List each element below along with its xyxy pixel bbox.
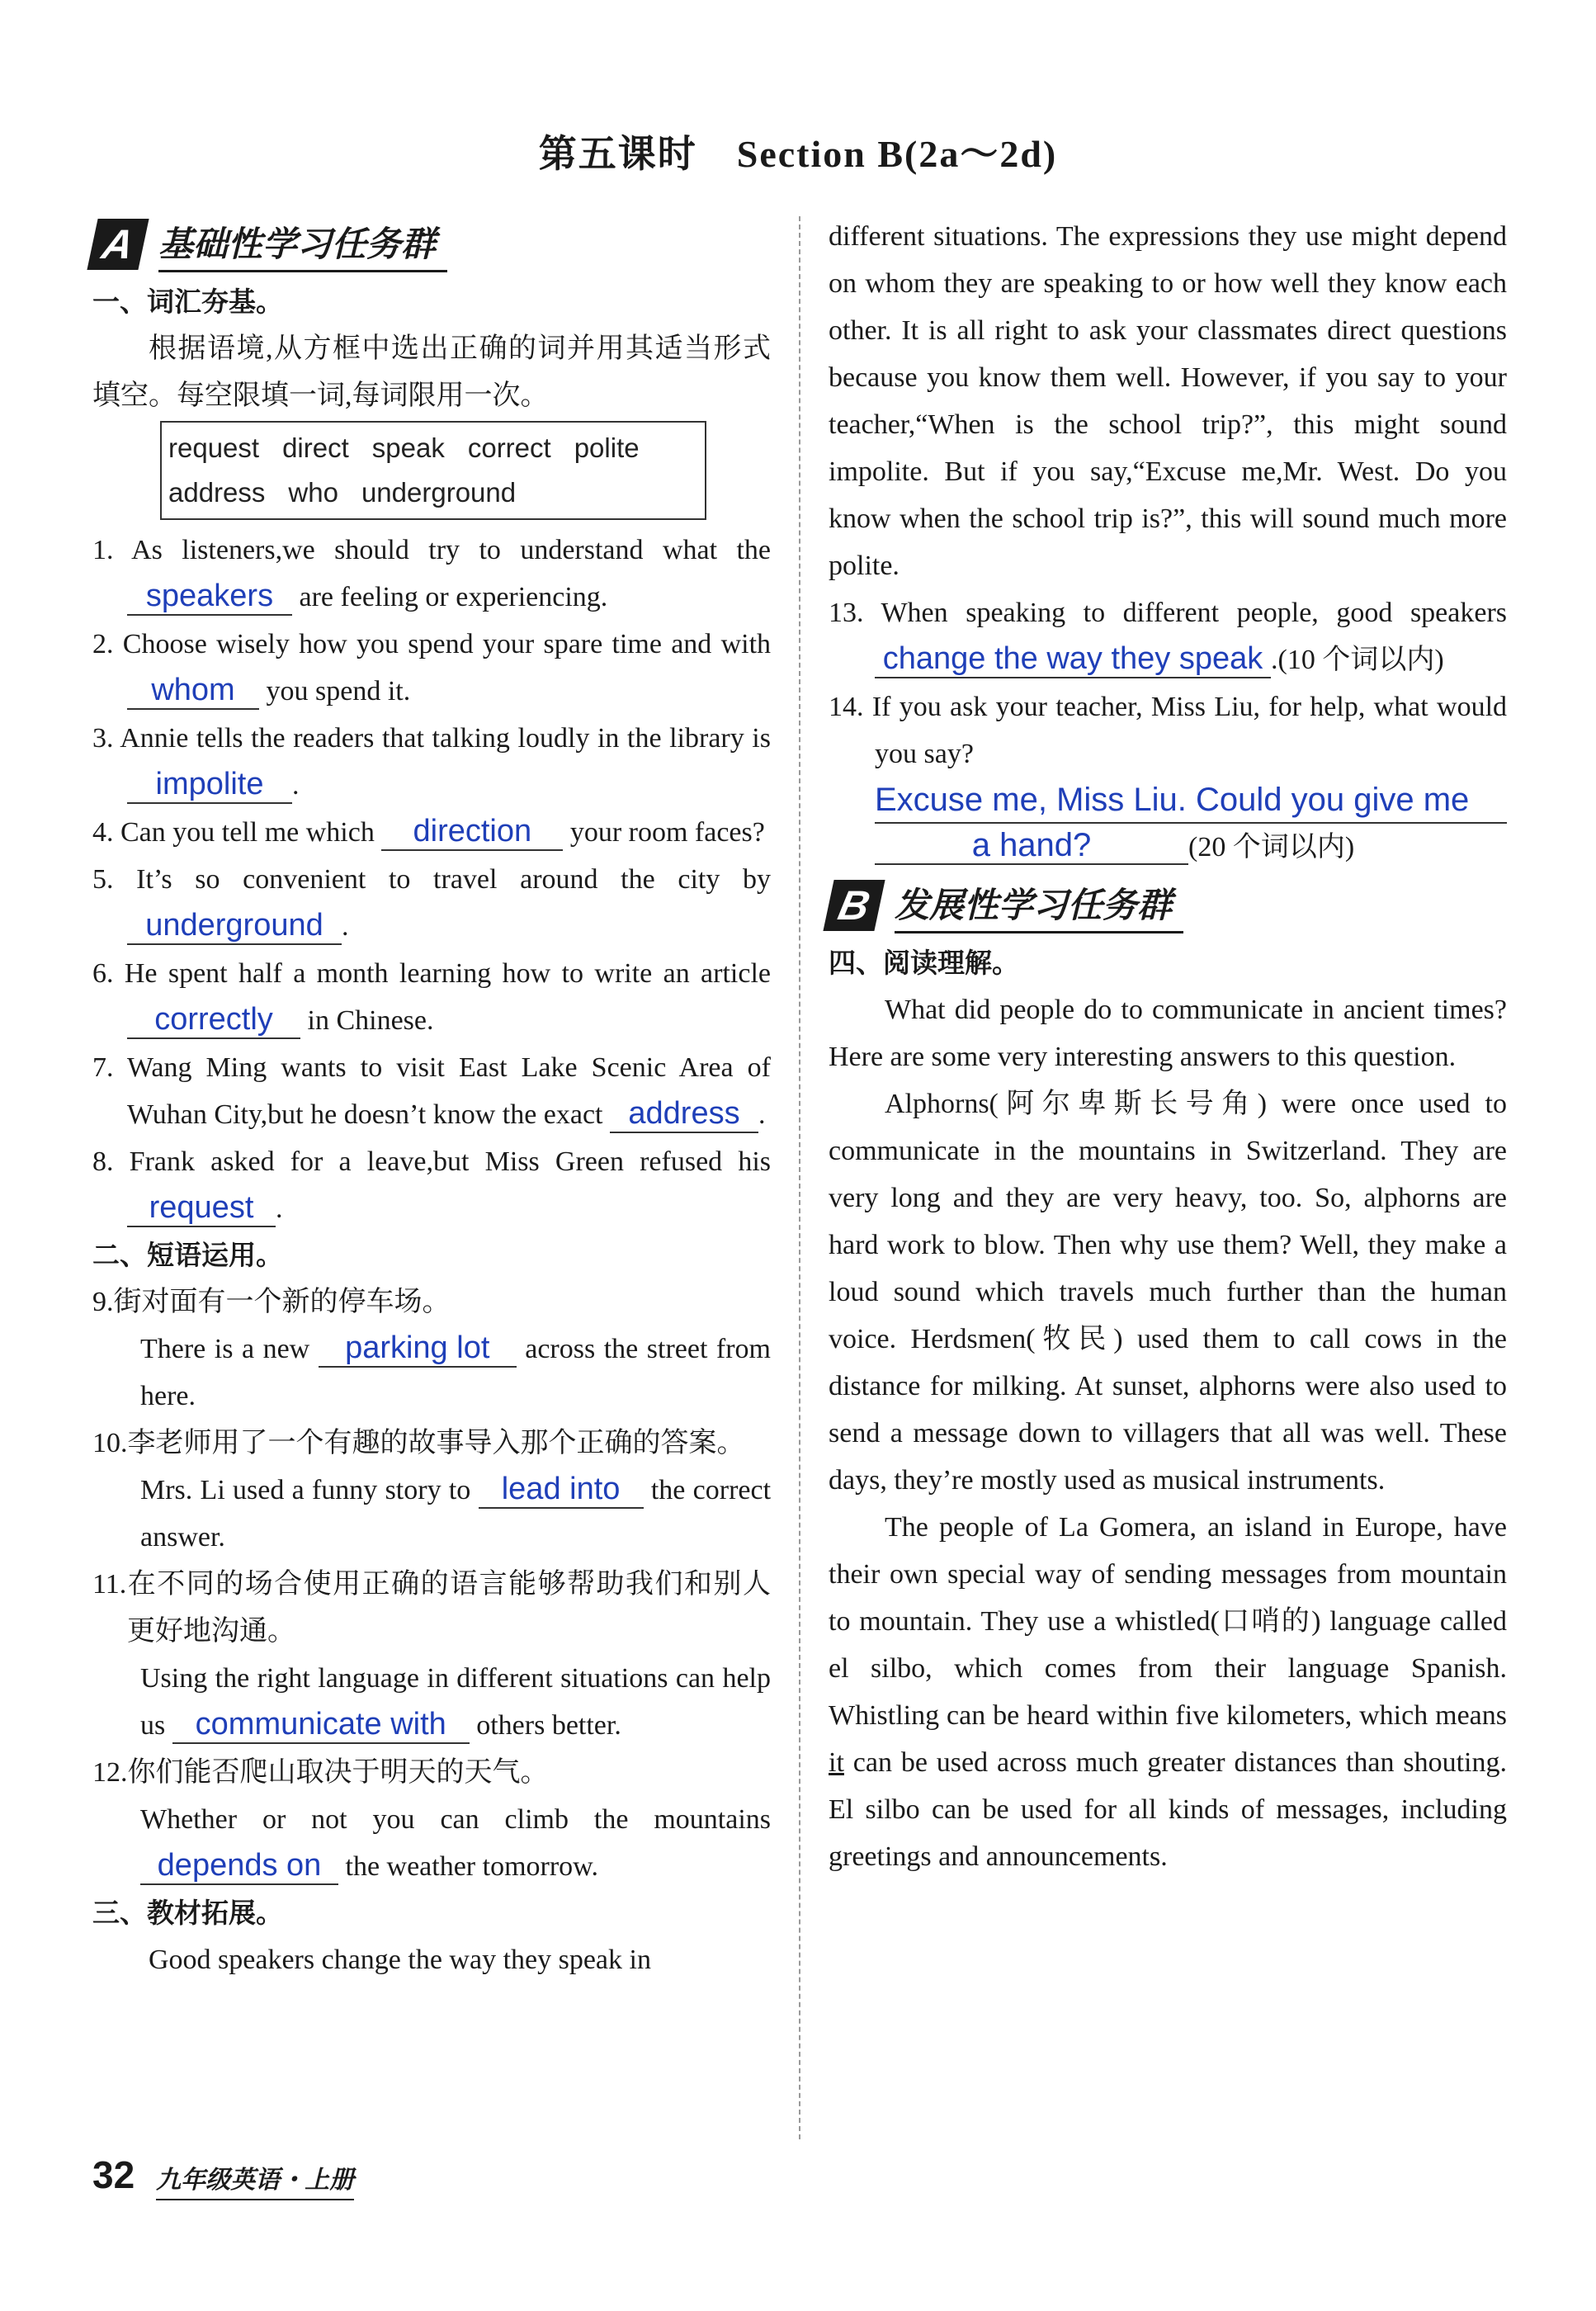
question-10: Mrs. Li used a funny story to lead into the correct answer. bbox=[140, 1472, 772, 1552]
part3-heading: 三、教材拓展。 bbox=[92, 1897, 283, 1929]
reading-paragraph-2: Alphorns(阿尔卑斯长号角) were once used to communicate in the mountains in Switzerland. They are very long and they are very heavy, too. So, alphorns are hard work to blow. Then why use them? Well, they make a loud sound which travels much further than the human voice. Herdsmen(牧民) used them to call cows in the distance for milking. At sunset, alphorns were also used to send a message down to villagers that all was well. These days, they’re mostly used as musical instruments. bbox=[829, 1089, 1507, 1496]
question-7: 7. Wang Ming wants to visit East Lake Scenic Area of Wuhan City,but he doesn’t know the exact address . bbox=[92, 1044, 771, 1138]
answer-blank: whom bbox=[127, 672, 259, 710]
answer-blank: depends on bbox=[140, 1847, 338, 1885]
question-14-answer: Excuse me, Miss Liu. Could you give me a hand? (20 个词以内) bbox=[829, 777, 1507, 871]
word-box-item: who bbox=[288, 477, 338, 508]
question-10-chinese: 10.李老师用了一个有趣的故事导入那个正确的答案。 bbox=[92, 1428, 745, 1458]
answer-blank: correctly bbox=[127, 1001, 300, 1039]
column-divider bbox=[799, 216, 800, 2139]
answer-blank: underground bbox=[127, 907, 342, 945]
page-footer bbox=[92, 2153, 354, 2200]
section-a-header bbox=[92, 213, 771, 276]
word-box-item: correct bbox=[467, 432, 551, 463]
textbook-passage-start: Good speakers change the way they speak in bbox=[149, 1945, 651, 1975]
question-14: 14. If you ask your teacher, Miss Liu, for help, what would you say? bbox=[829, 692, 1508, 769]
answer-blank: lead into bbox=[479, 1471, 644, 1509]
part2-heading: 二、短语运用。 bbox=[92, 1239, 283, 1271]
question-13: 13. When speaking to different people, good speakers change the way they speak .(10 个词以内) bbox=[829, 589, 1507, 683]
question-6: 6. He spent half a month learning how to write an article correctly in Chinese. bbox=[92, 950, 771, 1044]
question-1: 1. As listeners,we should try to understand what the speakers are feeling or experiencing. bbox=[92, 527, 771, 621]
answer-blank: impolite bbox=[127, 766, 292, 804]
question-4: 4. Can you tell me which direction your room faces? bbox=[92, 809, 771, 856]
word-box-item: speak bbox=[371, 432, 445, 463]
answer-blank: request bbox=[127, 1189, 276, 1227]
part1-heading: 一、词汇夯基。 bbox=[92, 286, 283, 318]
part4-heading: 四、阅读理解。 bbox=[829, 947, 1019, 979]
question-9: There is a new parking lot across the street from here. bbox=[140, 1330, 772, 1411]
question-11-chinese: 11.在不同的场合使用正确的语言能够帮助我们和别人更好地沟通。 bbox=[92, 1569, 771, 1647]
answer-blank: change the way they speak bbox=[875, 640, 1271, 678]
question-12: Whether or not you can climb the mountains depends on the weather tomorrow. bbox=[92, 1796, 771, 1890]
answer-blank: a hand? bbox=[875, 827, 1188, 865]
underlined-word-it: it bbox=[829, 1747, 844, 1778]
answer-line: Excuse me, Miss Liu. Could you give me bbox=[875, 777, 1507, 824]
question-5: 5. It’s so convenient to travel around the city by underground . bbox=[92, 856, 771, 950]
reading-paragraph-3: The people of La Gomera, an island in Europe, have their own special way of sending messages from mountain to mountain. They use a whistled(口哨的) language called el silbo, which comes from their language Spanish. Whistling can be heard within five kilometers, which means it can be used across much greater distances than shouting. El silbo can be used for all kinds of messages, including greetings and announcements. bbox=[829, 1512, 1507, 1872]
question-3: 3. Annie tells the readers that talking loudly in the library is impolite . bbox=[92, 715, 771, 809]
word-box-item: underground bbox=[361, 477, 517, 508]
question-2: 2. Choose wisely how you spend your spare time and with whom you spend it. bbox=[92, 621, 771, 715]
section-a-title: 基础性学习任务群 bbox=[158, 217, 447, 272]
word-box-item: request bbox=[168, 432, 260, 463]
question-12-chinese: 12.你们能否爬山取决于明天的天气。 bbox=[92, 1757, 549, 1788]
word-box bbox=[160, 421, 706, 520]
word-box-item: polite bbox=[574, 432, 640, 463]
answer-blank: address bbox=[610, 1095, 758, 1133]
answer-blank: parking lot bbox=[319, 1330, 517, 1368]
question-8: 8. Frank asked for a leave,but Miss Green refused his request . bbox=[92, 1138, 771, 1232]
book-title: 九年级英语・上册 bbox=[156, 2159, 354, 2200]
part1-instruction: 根据语境,从方框中选出正确的词并用其适当形式填空。每空限填一词,每词限用一次。 bbox=[92, 333, 771, 411]
section-b-header bbox=[829, 874, 1507, 937]
reading-paragraph-1: What did people do to communicate in ancient times? Here are some very interesting answers to this question. bbox=[829, 995, 1507, 1072]
section-b-badge: B bbox=[823, 880, 885, 931]
answer-blank: communicate with bbox=[172, 1706, 470, 1744]
page-number: 32 bbox=[92, 2153, 135, 2196]
section-a-badge: A bbox=[87, 219, 149, 270]
answer-blank: direction bbox=[381, 813, 563, 851]
section-b-title: 发展性学习任务群 bbox=[895, 878, 1183, 933]
textbook-passage-continued: different situations. The expressions they use might depend on whom they are speaking to or how well they know each other. It is all right to ask your classmates direct questions because you know them well. However, if you say to your teacher,“When is the school trip?”, this might sound impolite. But if you say,“Excuse me,Mr. West. Do you know when the school trip is?”, this will sound much more polite. bbox=[829, 221, 1507, 581]
question-9-chinese: 9.街对面有一个新的停车场。 bbox=[92, 1287, 451, 1317]
question-11: Using the right language in different situations can help us communicate with others better. bbox=[92, 1655, 771, 1749]
left-column bbox=[92, 213, 771, 1983]
right-column bbox=[829, 213, 1507, 1880]
answer-blank: speakers bbox=[127, 578, 292, 616]
page-title: 第五课时 Section B(2a～2d) bbox=[538, 133, 1058, 175]
word-box-item: direct bbox=[282, 432, 349, 463]
word-box-item: address bbox=[168, 477, 266, 508]
